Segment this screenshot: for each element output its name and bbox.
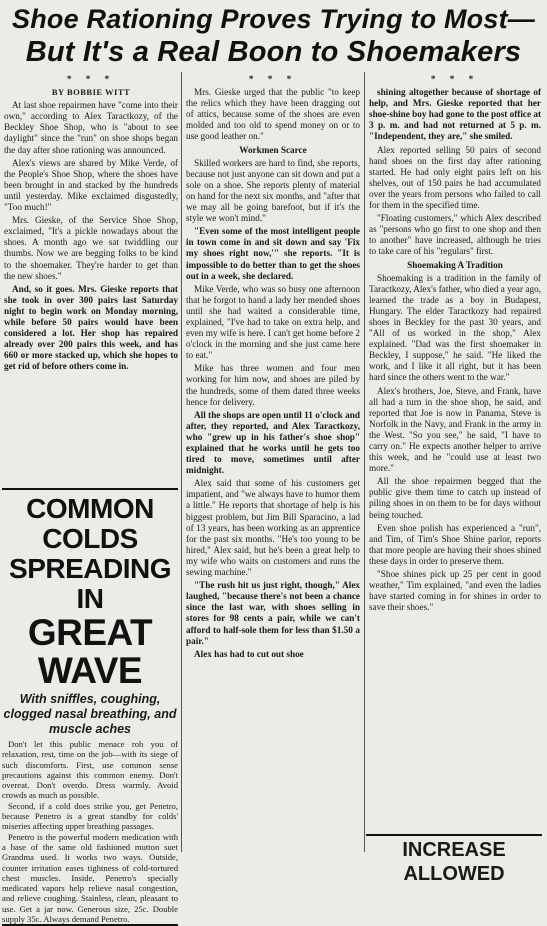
article-column-2 [186, 74, 360, 662]
column-rule [181, 72, 182, 852]
paragraph: All the shops are open until 11 o'clock and after, they reported, and Alex Taractkozy, who "grew up in his father's shoe shop" explained that he works until he gets too tired to move, sometimes until after midnight. [186, 409, 360, 476]
paragraph: Even shoe polish has experienced a "run", and Tim, of Tim's Shoe Shine parlor, reports that more people are having their shoes shined these days in order to preserve them. [369, 522, 541, 566]
paragraph: Mrs. Gieske, of the Service Shoe Shop, exclaimed, "It's a pickle nowadays about the shoes. A month ago we sat twiddling our thumbs. Now we are begging folks to be kind to the shoemaker. They're harder to get than the new shoes." [4, 215, 178, 281]
paragraph: "The rush hit us just right, though," Alex laughed, "because there's not been a chance since the last war, with shoes selling in stores for 98 cents a pair, while we can't afford to half-sole them for less than $1.50 a pair." [186, 580, 360, 646]
headline-line-2: But It's a Real Boon to Shoemakers [25, 36, 522, 68]
headline-line-1: Shoe Rationing Proves Trying to Most— [12, 4, 535, 34]
ad-paragraph: Penetro is the powerful modern medication with a base of the same old fashioned mutton suet Grandma used. It works two ways. Outside, counter irritation eases tightness of cold-tortured chest muscles. Inside, Penetro's specially medicated vapors help relieve nasal congestion, and relieve coughing. Stainless, clean, pleasant to use. Get a jar now. Generous size, 25c. Double supply 35c. Always demand Penetro. [2, 831, 178, 925]
subhead-shoemaking-tradition: Shoemaking A Tradition [407, 259, 503, 270]
paragraph: Shoemaking is a tradition in the family of Taractkozy, Alex's father, who died a year ago, learned the trade as a boy in Budapest, Hungary. The elder Taractkozy had repaired shoes in Beckley for the past 30 years, and "All of us worked in the shop," Alex explained. "Dad was the first shoemaker in Beckley, I suppose," he said. "He liked the work, and I like it all right, but it has been hard since the others went to the war." [369, 272, 541, 383]
increase-allowed-headline: INCREASE ALLOWED [366, 834, 542, 886]
paragraph: Alex reported selling 50 pairs of second hand shoes on the first day after rationing started. He had only eight pairs left on his shelves, out of 150 pairs he had accumulated over the years from persons who failed to call for them in the specified time. [369, 144, 541, 211]
ad-subhead: With sniffles, coughing, clogged nasal breathing, and muscle aches [3, 692, 177, 736]
separator-stars: * * * [430, 74, 480, 84]
paragraph: Alex's views are shared by Mike Verde, of the People's Shoe Shop, where the shoes have been brought in and stacked by the hundreds until yesterday. Mike exclaimed disgustedly, "Too much!" [4, 157, 178, 213]
paragraph: Alex said that some of his customers get impatient, and "we always have to humor them a little." He reports that shortage of help is his biggest problem, but Jim Bill Sparacino, a lad of 13 years, has been working as an apprentice for the past six months. "He's too young to be hired," Alex said, but he's been a great help to my wife who waits on customers and runs the sewing machine." [186, 478, 360, 578]
paragraph: Skilled workers are hard to find, she reports, because not just anyone can sit down and put a sole on a shoe. She reports plenty of material on hand for the next six months, and "after that we may all be going barefoot, but if it's the style we won't mind." [186, 157, 360, 224]
paragraph: Mrs. Gieske urged that the public "to keep the relics which they have been dragging out of attics, because some of the shoes are even molded and too old to spend money on or to use good leather on." [186, 87, 360, 142]
separator-stars: * * * [248, 74, 298, 84]
subhead-workmen-scarce: Workmen Scarce [239, 144, 307, 155]
paragraph: "Floating customers," which Alex described as "persons who go first to one shop and then to another" have increased, although he tries to take care of his "regulars" first. [369, 213, 541, 257]
paragraph: And, so it goes. Mrs. Gieske reports that she took in over 300 pairs last Saturday night to begin work on Monday morning, while before 50 pairs would have been considered a lot. Her shop has repaired already over 200 pairs this week, and has 660 or more stacked up, which she hopes to get rid of before others come in. [4, 283, 178, 372]
paragraph: shining altogether because of shortage of help, and Mrs. Gieske reported that her shoe-shine boy had gone to the post office at 3 p. m. and had not returned at 5 p. m. "Independent, they are," she smiled. [369, 87, 542, 142]
paragraph: Mike has three women and four men working for him now, and shoes are piled by the hundreds, some of them dated three weeks hence for delivery. [186, 363, 360, 407]
paragraph: All the shoe repairmen begged that the public give them time to catch up instead of piling shoes in on them to be for days without being touched. [369, 476, 541, 520]
paragraph: Mike Verde, who was so busy one afternoon that he forgot to hand a lady her mended shoes until she had waited a considerable time, explained, "I've had to take on extra help, and even my wife is here. I can't get home before 2 o'clock in the morning and she just came here to eat." [186, 283, 360, 361]
ad-paragraph: Don't let this public menace rob you of relaxation, rest, time on the job—with its siege of such discomforts. First, use common sense precautions against this common enemy. Don't overeat. Don't overdo. Dress warmly. Avoid crowds as much as possible. [2, 739, 178, 801]
byline: BY BOBBIE WITT [51, 87, 131, 98]
separator-stars: * * * [66, 74, 116, 84]
ad-paragraph: Second, if a cold does strike you, get Penetro, because Penetro is a great standby for colds' miseries affecting upper breathing passages. [2, 800, 178, 832]
article-column-1 [4, 74, 178, 374]
ad-headline-line-2: SPREADING IN [9, 553, 171, 614]
column-rule [364, 72, 365, 852]
ad-body [2, 739, 178, 924]
paragraph: Alex has had to cut out shoe [194, 648, 304, 659]
paragraph: Alex's brothers, Joe, Steve, and Frank, have all had a turn in the shoe shop, he said, and reported that Joe is now in Panama, Steve is Norfolk in the Navy, and Frank in the army in the West. "So you see," he said, "I have to carry on." He expects another helper to arrive this week, and he "could use at least two more." [369, 385, 541, 474]
paragraph: "Even some of the most intelligent people in town come in and sit down and say 'Fix my shoes right now,'" she reports. "It is impossible to do better than to get the shoes out in a week, she declared. [186, 226, 360, 281]
paragraph: At last shoe repairmen have "come into their own," according to Alex Taractkozy, of the Beckley Shoe Shop, who is "about to see daylight" since the "run" on shoe shops began the day after shoe rationing was announced. [4, 100, 178, 155]
article-column-3 [369, 74, 541, 615]
cold-remedy-ad [2, 488, 178, 926]
paragraph: "Shoe shines pick up 25 per cent in good weather," Tim explained, "and even the ladies have started coming in for shines in order to save their shoes." [369, 569, 541, 613]
ad-headline-line-1: COMMON COLDS [26, 493, 154, 554]
ad-headline-line-3: GREAT WAVE [27, 612, 153, 691]
